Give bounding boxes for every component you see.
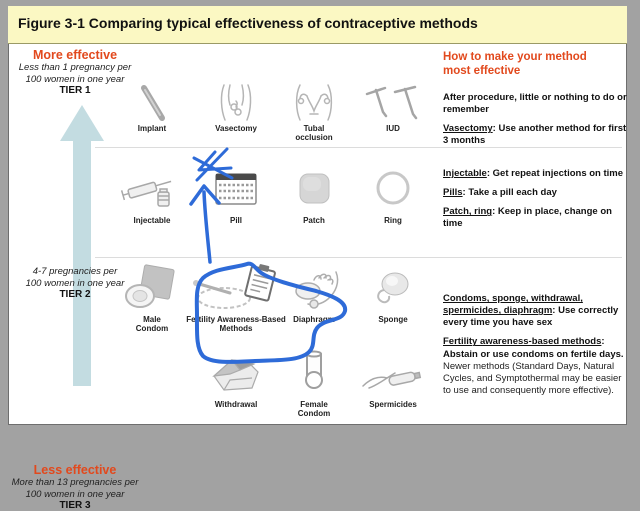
- tier3-desc-line2: 100 women in one year: [25, 488, 125, 500]
- tier3-label: TIER 3: [59, 500, 91, 511]
- tier2-notes: [443, 168, 627, 238]
- tier2-block: [10, 266, 140, 300]
- diaphragm-icon: [274, 264, 354, 313]
- method-sponge: [353, 264, 433, 324]
- fertility-awareness-icon: [186, 264, 286, 313]
- note-patch-ring: Patch, ring: Keep in place, change on time: [443, 206, 612, 230]
- method-tubal-occlusion: [274, 82, 354, 142]
- method-label: Spermicides: [369, 400, 417, 409]
- tubal-occlusion-icon: [274, 82, 354, 122]
- method-injectable: [112, 158, 192, 225]
- tier3-desc-line1: More than 13 pregnancies per: [11, 477, 139, 489]
- method-diaphragm: [274, 264, 354, 324]
- method-patch: [274, 158, 354, 225]
- figure-canvas: [8, 6, 627, 511]
- method-vasectomy: [196, 82, 276, 133]
- note-pills: Pills: Take a pill each day: [443, 187, 557, 199]
- less-effective-block: [10, 463, 140, 511]
- method-label: Male Condom: [135, 315, 169, 334]
- method-fertility-awareness: [186, 264, 286, 333]
- sponge-icon: [353, 264, 433, 313]
- method-withdrawal: [196, 350, 276, 409]
- pill-icon: [196, 158, 276, 214]
- method-iud: [353, 82, 433, 133]
- withdrawal-icon: [196, 350, 276, 398]
- method-label: IUD: [386, 124, 400, 133]
- method-label: Injectable: [133, 216, 171, 225]
- injectable-icon: [112, 158, 192, 214]
- spermicides-icon: [353, 350, 433, 398]
- method-label: Fertility Awareness-Based Methods: [186, 315, 286, 334]
- figure-title-bar: [8, 6, 627, 44]
- tier2-desc-line2: 100 women in one year: [25, 277, 125, 289]
- ring-icon: [353, 158, 433, 214]
- note-procedure: After procedure, little or nothing to do or remember: [443, 92, 627, 116]
- method-spermicides: [353, 350, 433, 409]
- method-ring: [353, 158, 433, 225]
- tier3-notes: [443, 293, 627, 404]
- less-effective-label: Less effective: [33, 463, 117, 478]
- method-label: Sponge: [378, 315, 408, 324]
- method-label: Diaphragm: [293, 315, 335, 324]
- method-label: Patch: [303, 216, 325, 225]
- effectiveness-arrow-shaft: [73, 139, 91, 386]
- patch-icon: [274, 158, 354, 214]
- note-vasectomy: Vasectomy: Use another method for first 3 months: [443, 123, 627, 147]
- method-label: Tubal occlusion: [295, 124, 333, 143]
- method-label: Ring: [384, 216, 402, 225]
- method-label: Vasectomy: [215, 124, 257, 133]
- female-condom-icon: [274, 350, 354, 398]
- tier1-desc-line1: Less than 1 pregnancy per: [18, 62, 132, 73]
- effectiveness-arrow-icon: [60, 105, 104, 141]
- figure-title: Figure 3-1 Comparing typical effectiveness of contraceptive methods: [18, 15, 478, 31]
- tier1-notes: [443, 92, 627, 155]
- right-column-header-block: [443, 50, 627, 79]
- tier2-tier3-divider: [95, 257, 622, 258]
- more-effective-block: [10, 48, 140, 96]
- note-injectable: Injectable: Get repeat injections on time: [443, 168, 624, 179]
- tier2-label: TIER 2: [59, 289, 91, 301]
- method-female-condom: [274, 350, 354, 418]
- tier1-label: TIER 1: [59, 85, 91, 97]
- vasectomy-icon: [196, 82, 276, 122]
- method-label: Implant: [137, 124, 167, 133]
- tier2-desc-line1: 4-7 pregnancies per: [32, 266, 118, 278]
- tier1-desc-line2: 100 women in one year: [25, 73, 125, 85]
- right-column-header: How to make your method most effective: [443, 51, 587, 78]
- iud-icon: [353, 82, 433, 122]
- method-label: Withdrawal: [214, 400, 258, 409]
- more-effective-label: More effective: [32, 48, 118, 62]
- method-label: Pill: [229, 216, 242, 225]
- note-fertility-awareness: Fertility awareness-based methods: Abstain or use condoms on fertile days. Newer methods (Standard Days, Natural Cycles, and Symptothermal may be easier to use and consequently more effective).: [443, 336, 624, 397]
- method-label: Female Condom: [297, 400, 331, 419]
- note-barrier-methods: Condoms, sponge, withdrawal, spermicides, diaphragm: Use correctly every time you have sex: [443, 293, 619, 329]
- method-pill: [196, 158, 276, 225]
